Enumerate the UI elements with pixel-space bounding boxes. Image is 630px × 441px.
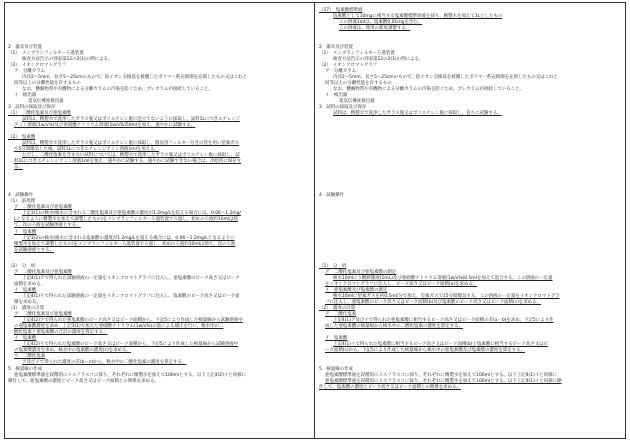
left-column-line: （1） 二酸化塩素及び亜塩素酸 <box>8 111 71 116</box>
right-column-line: ア 分離カラム <box>325 69 357 74</box>
right-column-line: 4 試験操作 <box>319 193 345 198</box>
right-column-line: この溶液1mlは、塩素酸0.01mgを含む。 <box>339 20 423 25</box>
left-column-line: ただし、二酸化塩素を含まない試料については、精製水で洗浄したガラス瓶又はポリエチレン瓶に採取し、試 <box>22 153 240 158</box>
right-column-line: 3 試料の採取及び保存 <box>319 105 367 110</box>
left-column-line: 5 検量線の作成 <box>8 367 42 372</box>
right-column-line: なお、懸濁物質や有機物による分離カラムの汚染を防ぐため、プレカラムが接続していること。 <box>333 87 524 92</box>
left-column-line: 試料は、精製水で洗浄したガラス瓶又はポリエチレン瓶に採取し、散気用フィルター付きの管を用い窒素ガス <box>22 141 240 146</box>
left-column-line: 亜塩素酸標準液を段階的にメスフラスコに採り、それぞれに精製水を加えて100mlとする。以下上記4(2)イと同様に <box>14 373 247 378</box>
left-column-old-text <box>8 4 312 436</box>
right-column-line: 亜塩素酸標準液を段階的にメスフラスコに採り、それぞれに精製水を加えて100mlとする。以下上記4(1)イと同様に <box>325 373 558 378</box>
right-column-line: 上記4(1)イで得られた塩素酸に相当するピーク高さ又はピーク面積(b)と塩素酸に相当するピーク高さ又はピ <box>333 342 548 347</box>
left-column-line: て、次のろ液を試験溶液とする。 <box>14 223 81 228</box>
left-column-line: 試料は、精製水で洗浄したガラス瓶又はポリエチレン瓶に泡立てないように採取し、試料1Lにつきエチレンジ <box>22 117 241 122</box>
left-column-line: Lとなるように精製水を加えて調製したもの)をメンブランフィルターろ過装置でろ過し、初めのろ液約10mlは捨 <box>14 217 238 222</box>
right-column-line: イ 亜塩素酸及び塩素酸の測定 <box>325 288 388 293</box>
left-column-line: ア 二酸化塩素及び亜塩素酸 <box>14 205 72 210</box>
right-column-line: 内径2～5mm、長さ5～25cmのもので、陰イオン交換基を被覆したポリマー系充填剤を充填したもの又はこれと <box>333 75 558 80</box>
left-column-line: 酸化塩素と亜塩素酸の合計の濃度を算定する。 <box>14 330 108 335</box>
left-column-line: る。 <box>14 165 23 170</box>
right-column-line: （2） 濃度の計算 <box>319 306 356 311</box>
right-column-line: 検査方法告示の別表第12の2(1)の例による。 <box>333 57 424 62</box>
right-column-line: 検水10mlに窒素ガスを約0.5ml/分で加え、室素ガスで15分間曝気する。この溶液の一定量をイオンクロマトグラ <box>333 294 560 299</box>
left-column-line: ア 二酸化塩素及び亜塩素酸 <box>14 312 72 317</box>
right-column-line: イ 塩素酸 <box>325 336 348 341</box>
left-column-line: 面積を求める。 <box>14 282 46 287</box>
right-column-line: イ 検出器 <box>325 93 348 98</box>
right-column-line: この溶液は、使用の都度調製する。 <box>339 26 411 31</box>
left-column-line: 積を求める。 <box>14 300 41 305</box>
right-column-line: ア 二酸化塩素及び亜塩素酸の測定 <box>325 270 397 275</box>
left-column-line: 内径2～5mm、長さ5～25cmのもので、陰イオン交換基を被覆したポリマー系充填剤を充填したもの又はこれと <box>22 75 247 80</box>
left-column-line: 同等以上の分離性能を有するもの <box>14 81 81 86</box>
left-column-line: 上記3(1)の検水(検水に含まれる二酸化塩素及び亜塩素酸の濃度が1.2mg/Lを超える場合には、0.06～1.2mg/ <box>22 211 241 216</box>
left-column-line: ア及びイで得られた濃度の差(b－c)から、検水中の二酸化塩素の濃度を算定する。 <box>22 360 187 365</box>
right-column-line: 成した亜塩素酸の検量線から検水中の二酸化塩素の濃度を算定する。 <box>325 324 463 329</box>
left-column-line: 料1Lにつきエチレンジアミン溶液1mlを加え、速やかに試験する。速やかに試験できない場合は、冷暗所に保存す <box>14 159 242 164</box>
left-column-line: 上記4(2)イで得られた塩素酸のピーク高さ又はピーク面積から、下記5により作成した検量線から試験溶液中 <box>22 342 239 347</box>
right-column-line: フに注入し、亜塩素酸のピーク高さ又はピーク面積(b)及び塩素酸のピーク高さ又はピーク面積(c)を求める。 <box>325 300 542 305</box>
left-column-line: 上記4(1)イで得られた試験溶液の一定量をイオンクロマトグラフに注入し、塩素酸のピーク高さ又はピーク面 <box>22 294 240 299</box>
left-column-line: （2） 分 析 <box>8 264 36 269</box>
left-column-line: で5分間曝気した後、試料1Lにつきエチレンジアミン溶液1mlを加える。 <box>14 147 160 152</box>
left-column-line: イ 塩素酸 <box>14 288 37 293</box>
left-column-line: ウ 二酸化塩素 <box>14 354 46 359</box>
left-column-line: イ 塩素酸 <box>14 230 37 235</box>
column-divider <box>314 2 315 439</box>
right-column-line: 2 器具及び装置 <box>319 45 353 50</box>
left-column-line: （1） 前処理 <box>8 199 36 204</box>
right-column-line: （17） 塩素酸標準液 <box>319 8 363 13</box>
left-column-line: （1） メンブランフィルターろ過装置 <box>8 51 84 56</box>
left-column-line: 電気伝導度検出器 <box>28 99 64 104</box>
right-column-line: 上記4(1)ア及びイで得られた亜塩素酸に相当するピーク高さ又はピーク面積の差(a－b)を求め、下記5により作 <box>333 318 554 323</box>
right-column-new-text <box>319 4 623 436</box>
right-column-line: ーク面積(c)から、下記5により作成した検量線から検水中の亜塩素酸及び塩素酸の濃度を算定する。 <box>325 348 525 353</box>
right-column-line: 試料は、精製水で洗浄したガラス瓶又はポリエチレン瓶に採取し、直ちに試験する。 <box>333 111 502 116</box>
left-column-line: イ 塩素酸 <box>14 336 37 341</box>
right-column-line: （1） メンブランフィルターろ過装置 <box>319 51 395 56</box>
left-column-line: 上記4(1)アで得られた試験溶液の一定量をイオンクロマトグラフに注入し、亜塩素酸のピーク高さ又はピーク <box>22 276 240 281</box>
right-column-line: 塩素酸として10mgに相当する塩素酸標準原液を採り、精製水を加えて1Lとしたもの <box>333 14 503 19</box>
right-column-line: 検水10mlにり酸緩衝液(1mL)及び亜硝酸ナトリウム溶液(1w/v%)0.5mlを加えて混合する。この溶液の一定量 <box>333 276 553 281</box>
left-column-line: を試験溶液とする。 <box>14 248 55 253</box>
left-column-line: 4 試験操作 <box>8 193 34 198</box>
right-column-line: （1） 分 析 <box>319 264 347 269</box>
right-column-line: をイオンクロマトグラフに注入し、ピーク高さ又はピーク面積(a)を求める。 <box>325 282 478 287</box>
right-column-line: 亜塩素酸標準液を段階的にメスフラスコに採り、それぞれに精製水を加えて100mlとする。以下上記4(1)イと同様に操 <box>325 379 562 384</box>
left-column-line: 精製水を加えて調製したもの)をメンブランフィルターろ過装置でろ過し、初めのろ液約10mlは捨て、次のろ液 <box>14 242 236 247</box>
right-column-line: 5 検量線の作成 <box>319 367 353 372</box>
left-column-line: 操作して、亜塩素酸の濃度とピーク高さ又はピーク面積との関係を求める。 <box>8 379 159 384</box>
left-column-line: の亜塩素酸濃度を求め、上記3(1)で加えた亜硝酸ナトリウム(1w/v%)の量による補正を行い、検水中の二 <box>14 324 224 329</box>
left-column-line: （3） 濃度の計算 <box>8 306 45 311</box>
right-column-line: 電気伝導度検出器 <box>339 99 375 104</box>
left-column-line: イ 検出器 <box>14 93 37 98</box>
left-column-line: なお、懸濁物質や有機物による分離カラムの汚染を防ぐため、プレカラムが接続していること。 <box>22 87 213 92</box>
left-column-line: アミン溶液(1w/v%)及び亜硝酸ナトリウム溶液(1w/v%)50mlを加え、速やかに試験する。 <box>14 123 196 128</box>
left-column-line: 2 器具及び装置 <box>8 45 42 50</box>
right-column-line: ア 二酸化塩素 <box>325 312 357 317</box>
left-column-line: （2） イオンクロマトグラフ <box>8 63 67 68</box>
left-column-line: 上記3(2)の検水(検水に含まれる塩素酸の濃度が1.2mg/Lを超える場合には、0.06～1.2mg/Lとなるように <box>22 236 235 241</box>
right-column-line: （2） イオンクロマトグラフ <box>319 63 378 68</box>
left-column-line: 上記4(2)アで得られた亜塩素酸のピーク高さ又はピーク面積から、下記5により作成した検量線から試験溶液中 <box>22 318 243 323</box>
left-column-line: ア 分離カラム <box>14 69 46 74</box>
left-column-line: ア 二酸化塩素及び亜塩素酸 <box>14 270 72 275</box>
left-column-line: （2） 塩素酸 <box>8 135 36 140</box>
right-column-line: 同等以上の分離性能を有するもの <box>325 81 392 86</box>
left-column-line: の塩素酸濃度を求め、検水中の塩素酸の濃度(c)を求める。 <box>14 348 131 353</box>
right-column-line: 作して、塩素酸の濃度とピーク高さ又はピーク面積との関係を求める。 <box>319 385 461 390</box>
left-column-line: 3 試料の採取及び保存 <box>8 105 56 110</box>
left-column-line: 検査方法告示の別表第12の2(1)の例による。 <box>22 57 113 62</box>
